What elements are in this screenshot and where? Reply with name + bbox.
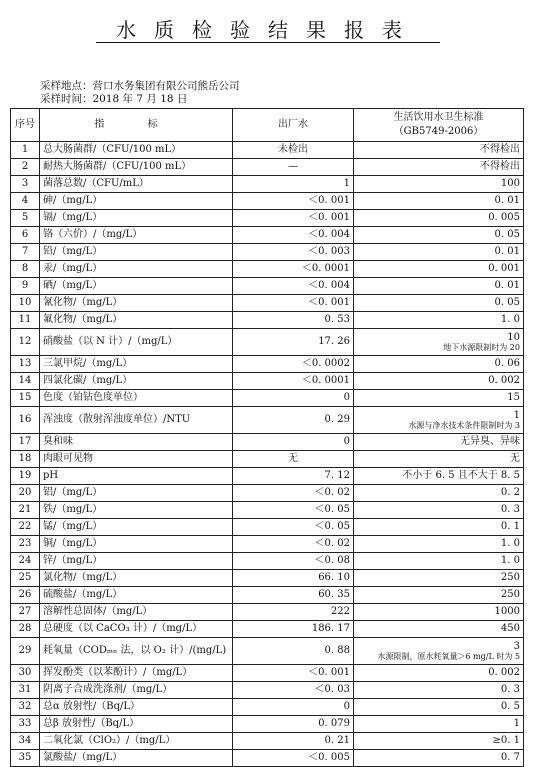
standard-limit-cell: 无异臭、异味: [354, 434, 524, 451]
table-row: [11, 451, 524, 468]
row-number: 4: [11, 193, 40, 210]
outlet-value-cell: 0. 29: [233, 407, 354, 434]
row-number: 29: [11, 638, 40, 665]
outlet-value-cell: ＜0. 02: [233, 536, 354, 553]
standard-limit-cell: 0. 005: [354, 210, 524, 227]
outlet-value-cell: 186. 17: [233, 621, 354, 638]
header-standard: [354, 109, 524, 142]
standard-limit-value: 3: [513, 640, 520, 652]
table-row: [11, 682, 524, 699]
indicator-cell: 汞/（mg/L）: [40, 261, 233, 278]
row-number: 35: [11, 750, 40, 767]
outlet-value-cell: 60. 35: [233, 587, 354, 604]
outlet-value-cell: ＜0. 005: [233, 750, 354, 767]
row-number: 33: [11, 716, 40, 733]
row-number: 28: [11, 621, 40, 638]
indicator-cell: 氯酸盐/（mg/L）: [40, 750, 233, 767]
row-number: 18: [11, 451, 40, 468]
standard-limit-cell: 0. 3: [354, 502, 524, 519]
outlet-value-cell: 0: [233, 434, 354, 451]
indicator-cell: 铬（六价）/（mg/L）: [40, 227, 233, 244]
report-title: 水质检验结果报表: [116, 18, 420, 42]
table-row: [11, 356, 524, 373]
outlet-value-cell: 0: [233, 699, 354, 716]
outlet-value-cell: ＜0. 03: [233, 682, 354, 699]
table-row: [11, 210, 524, 227]
table-row: [11, 621, 524, 638]
table-row: [11, 553, 524, 570]
outlet-value-cell: ＜0. 001: [233, 295, 354, 312]
standard-limit-cell: 1. 0: [354, 553, 524, 570]
table-row: [11, 638, 524, 665]
row-number: 5: [11, 210, 40, 227]
outlet-value-cell: ＜0. 001: [233, 193, 354, 210]
row-number: 26: [11, 587, 40, 604]
standard-limit-cell: 0. 01: [354, 278, 524, 295]
indicator-cell: 镉/（mg/L）: [40, 210, 233, 227]
table-header-row: [11, 109, 524, 142]
table-row: [11, 176, 524, 193]
indicator-cell: 总硬度（以 CaCO₃ 计）/（mg/L）: [40, 621, 233, 638]
table-row: [11, 227, 524, 244]
indicator-cell: 挥发酚类（以苯酚计）/（mg/L）: [40, 665, 233, 682]
table-row: [11, 587, 524, 604]
outlet-value-cell: ＜0. 02: [233, 485, 354, 502]
indicator-cell: 锌/（mg/L）: [40, 553, 233, 570]
indicator-cell: 氯化物/（mg/L）: [40, 570, 233, 587]
outlet-value-cell: 0. 53: [233, 312, 354, 329]
indicator-cell: 总大肠菌群/（CFU/100 mL）: [40, 142, 233, 159]
header-outlet: 出厂水: [233, 109, 354, 142]
indicator-cell: 溶解性总固体/（mg/L）: [40, 604, 233, 621]
table-row: [11, 570, 524, 587]
row-number: 23: [11, 536, 40, 553]
indicator-cell: 总β 放射性/（Bq/L）: [40, 716, 233, 733]
standard-limit-note: 地下水源限制时为 20: [443, 342, 520, 352]
row-number: 20: [11, 485, 40, 502]
header-standard-line2: （GB5749-2006）: [393, 126, 484, 137]
outlet-value-cell: 17. 26: [233, 329, 354, 356]
standard-limit-cell: 100: [354, 176, 524, 193]
indicator-cell: 铝/（mg/L）: [40, 485, 233, 502]
outlet-value-cell: ＜0. 001: [233, 665, 354, 682]
water-quality-table: [10, 108, 524, 767]
standard-limit-value: 1: [513, 409, 520, 421]
outlet-value-cell: ＜0. 004: [233, 227, 354, 244]
outlet-value-cell: 66. 10: [233, 570, 354, 587]
table-row: [11, 193, 524, 210]
standard-limit-cell: 1: [354, 716, 524, 733]
indicator-cell: 锰/（mg/L）: [40, 519, 233, 536]
standard-limit-value: 10: [507, 331, 520, 343]
outlet-value-cell: 222: [233, 604, 354, 621]
table-row: [11, 604, 524, 621]
standard-limit-cell: 250: [354, 570, 524, 587]
table-row: [11, 329, 524, 356]
indicator-cell: 氰化物/（mg/L）: [40, 295, 233, 312]
outlet-value-cell: ＜0. 001: [233, 210, 354, 227]
indicator-cell: 阴离子合成洗涤剂/（mg/L）: [40, 682, 233, 699]
row-number: 15: [11, 390, 40, 407]
outlet-value-cell: 0. 88: [233, 638, 354, 665]
indicator-cell: 耗氧量（CODₘₙ 法，以 O₂ 计）/(mg/L): [40, 638, 233, 665]
indicator-cell: 色度（铂钴色度单位）: [40, 390, 233, 407]
row-number: 14: [11, 373, 40, 390]
title-underline: [96, 42, 440, 43]
indicator-cell: pH: [40, 468, 233, 485]
standard-limit-cell: 0. 3: [354, 682, 524, 699]
standard-limit-cell: 0. 002: [354, 665, 524, 682]
table-row: [11, 407, 524, 434]
row-number: 27: [11, 604, 40, 621]
outlet-value-cell: ＜0. 0001: [233, 373, 354, 390]
row-number: 6: [11, 227, 40, 244]
row-number: 25: [11, 570, 40, 587]
standard-limit-cell: 450: [354, 621, 524, 638]
indicator-cell: 总α 放射性/（Bq/L）: [40, 699, 233, 716]
indicator-cell: 肉眼可见物: [40, 451, 233, 468]
outlet-value-cell: 0: [233, 390, 354, 407]
indicator-cell: 铁/（mg/L）: [40, 502, 233, 519]
standard-limit-cell: 0. 01: [354, 193, 524, 210]
indicator-cell: 硒/（mg/L）: [40, 278, 233, 295]
indicator-cell: 铅/（mg/L）: [40, 244, 233, 261]
standard-limit-cell: 1. 0: [354, 312, 524, 329]
row-number: 24: [11, 553, 40, 570]
standard-limit-cell: 不小于 6. 5 且不大于 8. 5: [354, 468, 524, 485]
standard-limit-cell: 1000: [354, 604, 524, 621]
row-number: 11: [11, 312, 40, 329]
standard-limit-cell: 0. 06: [354, 356, 524, 373]
standard-limit-cell: 0. 05: [354, 227, 524, 244]
table-row: [11, 434, 524, 451]
outlet-value-cell: ＜0. 08: [233, 553, 354, 570]
standard-limit-cell: 0. 001: [354, 261, 524, 278]
standard-limit-cell: 0. 05: [354, 295, 524, 312]
indicator-cell: 三氯甲烷/（mg/L）: [40, 356, 233, 373]
outlet-value-cell: ＜0. 05: [233, 502, 354, 519]
row-number: 9: [11, 278, 40, 295]
row-number: 13: [11, 356, 40, 373]
indicator-cell: 砷/（mg/L）: [40, 193, 233, 210]
outlet-value-cell: ＜0. 0001: [233, 261, 354, 278]
indicator-cell: 二氧化氯（ClO₂）/（mg/L）: [40, 733, 233, 750]
row-number: 7: [11, 244, 40, 261]
row-number: 30: [11, 665, 40, 682]
outlet-value-cell: ＜0. 003: [233, 244, 354, 261]
header-standard-line1: 生活饮用水卫生标准: [393, 112, 484, 123]
standard-limit-cell: 0. 5: [354, 699, 524, 716]
standard-limit-note: 水源限制，原水耗氧量＞6 mg/L 时为 5: [377, 651, 520, 661]
table-row: [11, 468, 524, 485]
standard-limit-cell: 0. 1: [354, 519, 524, 536]
outlet-value-cell: ＜0. 0002: [233, 356, 354, 373]
standard-limit-cell: 无: [354, 451, 524, 468]
standard-limit-cell: 1. 0: [354, 536, 524, 553]
header-indicator-label: 指 标: [94, 119, 178, 130]
indicator-cell: 耐热大肠菌群/（CFU/100 mL）: [40, 159, 233, 176]
standard-limit-cell: 250: [354, 587, 524, 604]
indicator-cell: 臭和味: [40, 434, 233, 451]
outlet-value-cell: 0. 079: [233, 716, 354, 733]
table-row: [11, 519, 524, 536]
row-number: 3: [11, 176, 40, 193]
indicator-cell: 硫酸盐/（mg/L）: [40, 587, 233, 604]
standard-limit-cell: [354, 329, 524, 356]
standard-limit-cell: 0. 01: [354, 244, 524, 261]
table-row: [11, 502, 524, 519]
outlet-value-cell: —: [233, 159, 354, 176]
standard-limit-cell: 0. 002: [354, 373, 524, 390]
outlet-value-cell: 未检出: [233, 142, 354, 159]
table-row: [11, 733, 524, 750]
row-number: 22: [11, 519, 40, 536]
row-number: 19: [11, 468, 40, 485]
table-row: [11, 716, 524, 733]
outlet-value-cell: ＜0. 004: [233, 278, 354, 295]
row-number: 31: [11, 682, 40, 699]
table-row: [11, 159, 524, 176]
standard-limit-cell: 不得检出: [354, 142, 524, 159]
table-row: [11, 665, 524, 682]
table-body: [11, 142, 524, 767]
sampling-location: 采样地点：营口水务集团有限公司熊岳公司: [40, 80, 240, 92]
row-number: 21: [11, 502, 40, 519]
table-row: [11, 373, 524, 390]
outlet-value-cell: 1: [233, 176, 354, 193]
standard-limit-cell: 15: [354, 390, 524, 407]
standard-limit-cell: 不得检出: [354, 159, 524, 176]
table-row: [11, 390, 524, 407]
table-row: [11, 295, 524, 312]
row-number: 34: [11, 733, 40, 750]
row-number: 2: [11, 159, 40, 176]
row-number: 17: [11, 434, 40, 451]
row-number: 10: [11, 295, 40, 312]
table-row: [11, 244, 524, 261]
table-row: [11, 278, 524, 295]
row-number: 12: [11, 329, 40, 356]
table-row: [11, 261, 524, 278]
indicator-cell: 硝酸盐（以 N 计）/（mg/L）: [40, 329, 233, 356]
outlet-value-cell: ＜0. 05: [233, 519, 354, 536]
outlet-value-cell: 无: [233, 451, 354, 468]
standard-limit-cell: 0. 7: [354, 750, 524, 767]
indicator-cell: 铜/（mg/L）: [40, 536, 233, 553]
sampling-time: 采样时间：2018 年 7 月 18 日: [40, 93, 188, 105]
table-row: [11, 485, 524, 502]
row-number: 8: [11, 261, 40, 278]
row-number: 32: [11, 699, 40, 716]
indicator-cell: 四氯化碳/（mg/L）: [40, 373, 233, 390]
header-no: 序号: [11, 109, 40, 142]
header-indicator: [40, 109, 233, 142]
indicator-cell: 菌落总数/（CFU/mL）: [40, 176, 233, 193]
indicator-cell: 氟化物/（mg/L）: [40, 312, 233, 329]
outlet-value-cell: 0. 21: [233, 733, 354, 750]
standard-limit-cell: 0. 2: [354, 485, 524, 502]
row-number: 1: [11, 142, 40, 159]
standard-limit-cell: ≥0. 1: [354, 733, 524, 750]
table-row: [11, 312, 524, 329]
standard-limit-cell: [354, 638, 524, 665]
standard-limit-note: 水源与净水技术条件限制时为 3: [408, 420, 520, 430]
indicator-cell: 浑浊度（散射浑浊度单位）/NTU: [40, 407, 233, 434]
table-row: [11, 536, 524, 553]
outlet-value-cell: 7. 12: [233, 468, 354, 485]
table-row: [11, 142, 524, 159]
standard-limit-cell: [354, 407, 524, 434]
table-row: [11, 699, 524, 716]
row-number: 16: [11, 407, 40, 434]
table-row: [11, 750, 524, 767]
